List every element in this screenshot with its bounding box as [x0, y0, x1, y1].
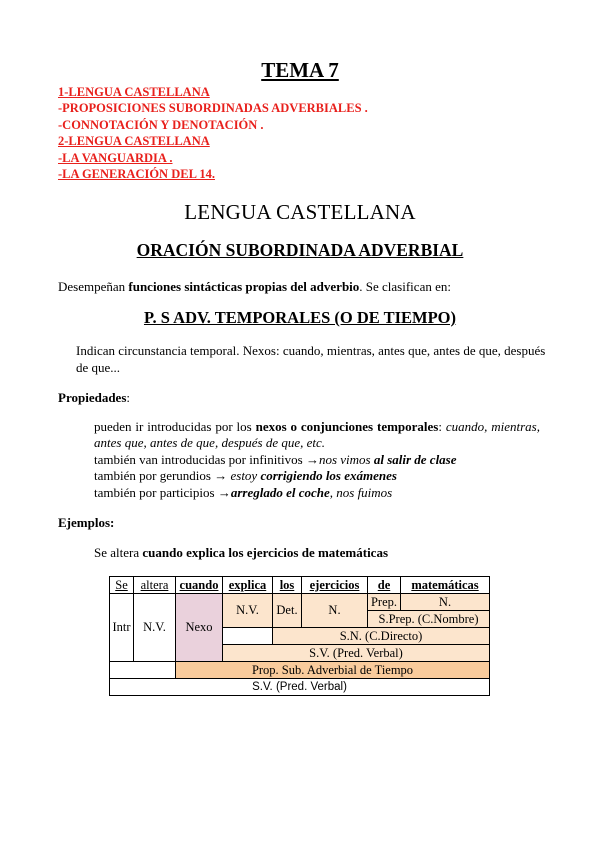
prop-italic: , nos fuimos	[329, 484, 393, 500]
table-row	[110, 594, 490, 611]
properties-heading	[58, 390, 130, 406]
word-cell: ejercicios	[302, 577, 368, 594]
toc-item: -LA VANGUARDIA .	[58, 150, 173, 165]
property-line	[94, 419, 540, 452]
nv-sub-cell: N.V.	[223, 594, 273, 628]
indicates-paragraph: Indican circunstancia temporal. Nexos: cuando, mientras, antes que, antes de que, después de que...	[76, 343, 546, 375]
word-cell: explica	[223, 577, 273, 594]
table-row	[110, 577, 490, 594]
sv-sub-cell: S.V. (Pred. Verbal)	[223, 645, 490, 662]
det-cell: Det.	[273, 594, 302, 628]
prop-text: pueden ir introducidas por los	[94, 419, 256, 434]
nexo-cell: Nexo	[176, 594, 223, 662]
toc-item: 1-LENGUA CASTELLANA	[58, 85, 210, 99]
intro-bold: funciones sintácticas propias del adverbio	[128, 279, 360, 294]
prop-bold: nexos o conjunciones temporales	[255, 419, 439, 434]
n-matematicas-cell: N.	[401, 594, 490, 611]
table-row	[110, 679, 490, 696]
property-line	[94, 452, 540, 468]
prop-text: también por gerundios	[94, 468, 215, 484]
toc-item: -CONNOTACIÓN Y DENOTACIÓN .	[58, 117, 264, 132]
prop-sub-cell: Prop. Sub. Adverbial de Tiempo	[176, 662, 490, 679]
toc-item: -LA GENERACIÓN DEL 14.	[58, 167, 215, 182]
temporal-heading: P. S ADV. TEMPORALES (O DE TIEMPO)	[143, 308, 457, 327]
toc-item: 2-LENGUA CASTELLANA	[58, 134, 210, 149]
table-of-contents	[58, 84, 368, 182]
example-bold: cuando explica los ejercicios de matemáticas	[142, 545, 389, 560]
prop-bolditalic: corrigiendo los exámenes	[260, 468, 397, 484]
word-cell: matemáticas	[401, 577, 490, 594]
property-line	[94, 468, 540, 484]
empty-cell	[110, 662, 176, 679]
word-cell: los	[273, 577, 302, 594]
examples-heading: Ejemplos:	[58, 515, 115, 530]
prep-cell: Prep.	[368, 594, 401, 611]
page-title: TEMA 7	[261, 58, 339, 82]
word-cell: cuando	[176, 577, 223, 594]
properties-colon: :	[126, 390, 131, 405]
prop-bolditalic: al salir de clase	[373, 451, 457, 467]
intro-paragraph	[58, 279, 451, 295]
empty-cell	[223, 628, 273, 645]
subsection-heading: ORACIÓN SUBORDINADA ADVERBIAL	[136, 240, 464, 260]
arrow-icon: →	[305, 451, 319, 467]
n-ejercicios-cell: N.	[302, 594, 368, 628]
example-sentence	[94, 545, 388, 561]
sn-cell: S.N. (C.Directo)	[273, 628, 490, 645]
syntax-analysis-table	[109, 576, 490, 696]
word-cell: de	[368, 577, 401, 594]
intro-post: . Se clasifican en:	[359, 279, 451, 294]
properties-list	[94, 419, 540, 501]
arrow-icon: →	[217, 484, 231, 500]
word-cell: altera	[134, 577, 176, 594]
intro-pre: Desempeñan	[58, 279, 129, 294]
prop-bolditalic: arreglado el coche	[230, 484, 330, 500]
properties-heading-text: Propiedades	[58, 390, 127, 405]
arrow-icon: →	[214, 468, 228, 484]
sv-main-cell: S.V. (Pred. Verbal)	[110, 679, 490, 696]
word-cell: Se	[110, 577, 134, 594]
section-heading: LENGUA CASTELLANA	[184, 200, 416, 224]
toc-item: -PROPOSICIONES SUBORDINADAS ADVERBIALES .	[58, 101, 368, 116]
example-pre: Se altera	[94, 545, 143, 560]
prop-italic: nos vimos	[318, 451, 374, 467]
property-line	[94, 485, 540, 501]
prop-italic: cuando, mientras, antes que, antes de que, después de que, etc.	[94, 419, 540, 451]
intr-cell: Intr	[110, 594, 134, 662]
prop-colon: :	[438, 419, 446, 434]
nv-main-cell: N.V.	[134, 594, 176, 662]
prop-text: también por participios	[94, 484, 218, 500]
table-row	[110, 662, 490, 679]
prop-text: también van introducidas por infinitivos	[94, 451, 306, 467]
sprep-cell: S.Prep. (C.Nombre)	[368, 611, 490, 628]
prop-italic: estoy	[227, 468, 261, 484]
